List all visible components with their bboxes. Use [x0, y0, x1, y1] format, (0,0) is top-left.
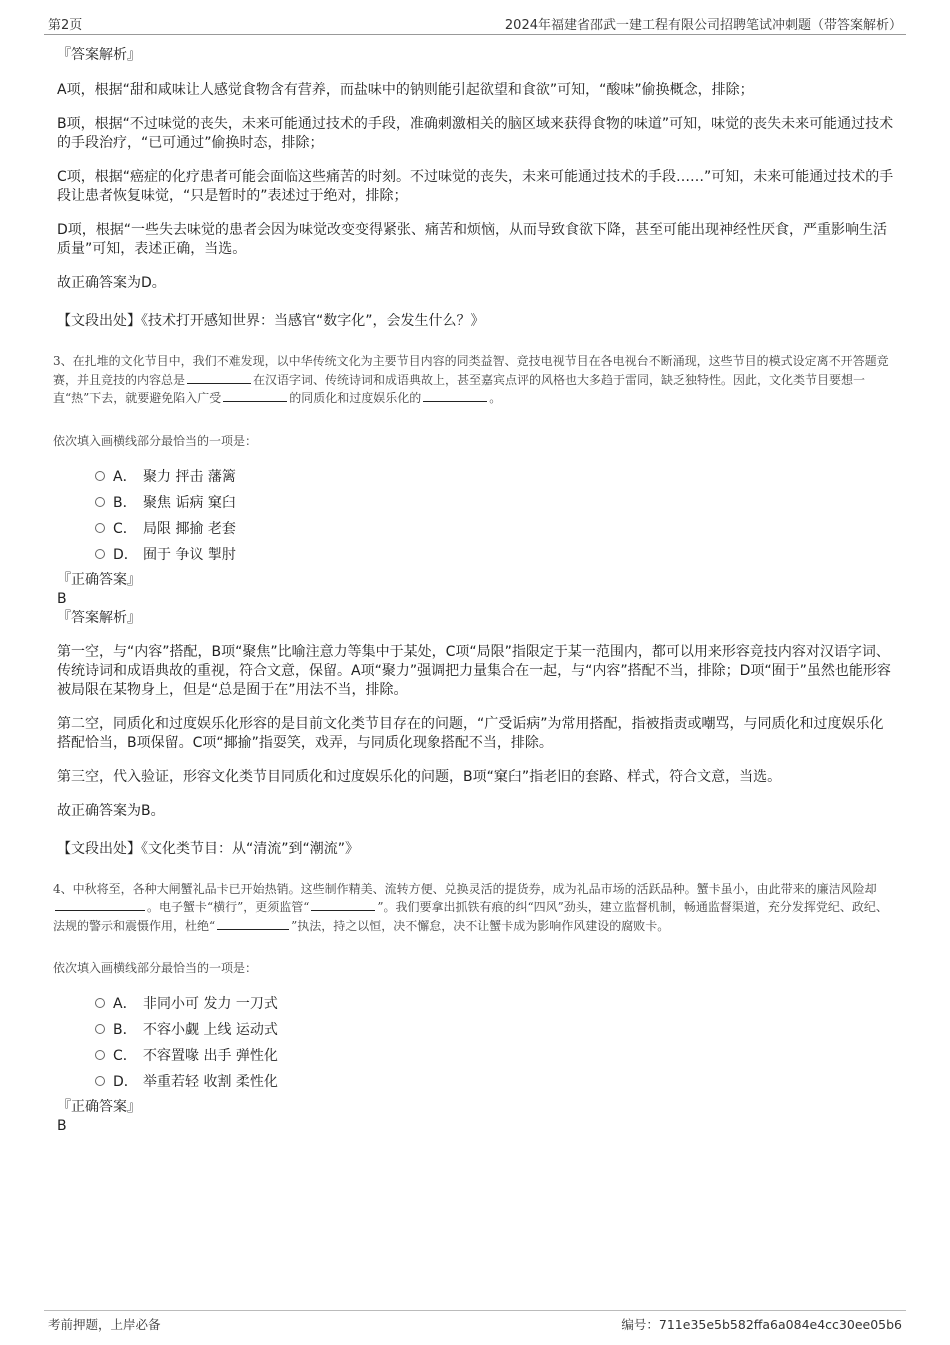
option-letter: B． — [113, 1022, 137, 1038]
question-instruction: 依次填入画横线部分最恰当的一项是： — [53, 961, 258, 975]
question-3-text: 3、在扎堆的文化节目中，我们不难发现，以中华传统文化为主要节目内容的同类益智、竞技电视节目在各电视台不断涌现，这些节目的模式设定离不开答题竞赛，并且竞技的内容总是 在汉语字词、传统诗词和成语典故上，甚至嘉宾点评的风格也大多趋于雷同，缺乏独特性。因此，文化类节目要想一直“热”下去，就要避免陷入广受 的同质化和过度娱乐化的 。 — [53, 354, 889, 405]
radio-button[interactable] — [95, 1024, 105, 1034]
option-letter: C． — [113, 520, 137, 537]
option-a[interactable] — [95, 990, 895, 1016]
option-text: 聚焦 诟病 窠臼 — [143, 494, 236, 511]
fill-blank — [311, 898, 375, 911]
fill-blank — [223, 389, 287, 402]
radio-button[interactable] — [95, 1050, 105, 1060]
option-c[interactable] — [95, 515, 895, 541]
correct-answer-label: 『正确答案』 — [57, 1099, 141, 1115]
analysis-paragraph: A项，根据“甜和咸味让人感觉食物含有营养，而盐味中的钠则能引起欲望和食欲”可知，“酸味”偷换概念，排除； — [57, 82, 754, 98]
analysis-paragraph: 第二空，同质化和过度娱乐化形容的是目前文化类节目存在的问题，“广受诟病”为常用搭配，指被指责或嘲骂，与同质化和过度娱乐化搭配恰当，B项保留。C项“揶揄”指耍笑，戏弄，与同质化现象搭配不当，排除。 — [57, 715, 884, 751]
analysis-paragraph: D项，根据“一些失去味觉的患者会因为味觉改变变得紧张、痛苦和烦恼，从而导致食欲下降，甚至可能出现神经性厌食，严重影响生活质量”可知，表述正确，当选。 — [57, 222, 888, 257]
radio-button[interactable] — [95, 471, 105, 481]
analysis-label: 『答案解析』 — [57, 609, 141, 626]
radio-button[interactable] — [95, 497, 105, 507]
option-text: 不容置喙 出手 弹性化 — [143, 1048, 278, 1064]
radio-button[interactable] — [95, 549, 105, 559]
option-text: 不容小觑 上线 运动式 — [143, 1022, 278, 1038]
option-letter: D． — [113, 1074, 138, 1090]
correct-answer: B — [57, 590, 67, 607]
document-title: 2024年福建省邵武一建工程有限公司招聘笔试冲刺题（带答案解析） — [504, 18, 902, 33]
option-text: 囿于 争议 掣肘 — [143, 546, 236, 563]
question-instruction: 依次填入画横线部分最恰当的一项是： — [53, 433, 258, 448]
option-text: 非同小可 发力 一刀式 — [143, 996, 278, 1012]
fill-blank — [187, 371, 251, 384]
page-footer — [44, 1310, 906, 1335]
option-text: 举重若轻 收割 柔性化 — [143, 1074, 278, 1090]
footer-serial: 编号：711e35e5b582ffa6a084e4cc30ee05b6 — [621, 1317, 902, 1332]
option-letter: D． — [113, 546, 138, 563]
analysis-paragraph: B项，根据“不过味觉的丧失，未来可能通过技术的手段，准确刺激相关的脑区域来获得食物的味道”可知，味觉的丧失未来可能通过技术的手段治疗，“已可通过”偷换时态，排除； — [57, 116, 894, 151]
analysis-paragraph: 第三空，代入验证，形容文化类节目同质化和过度娱乐化的问题，B项“窠臼”指老旧的套路、样式，符合文意，当选。 — [57, 768, 782, 785]
correct-answer: B — [57, 1118, 67, 1134]
radio-button[interactable] — [95, 998, 105, 1008]
answer-block — [57, 571, 895, 628]
option-a[interactable] — [95, 463, 895, 489]
analysis-paragraph: 第一空，与“内容”搭配，B项“聚焦”比喻注意力等集中于某处，C项“局限”指限定于某一范围内，都可以用来形容竞技内容对汉语字词、传统诗词和成语典故的重视，符合文意，保留。A项“聚力”强调把力量集合在一起，与“内容”搭配不当，排除；D项“囿于”虽然也能形容被局限在某物身上，但是“总是囿于在”用法不当，排除。 — [57, 643, 891, 698]
option-letter: A． — [113, 468, 137, 485]
page-header — [44, 14, 906, 35]
option-letter: A． — [113, 996, 137, 1012]
fill-blank — [423, 389, 487, 402]
analysis-conclusion: 故正确答案为D。 — [57, 275, 166, 291]
source-citation: 【文段出处】《技术打开感知世界：当感官“数字化”，会发生什么？》 — [57, 313, 485, 329]
option-d[interactable] — [95, 541, 895, 567]
option-c[interactable] — [95, 1042, 895, 1068]
option-b[interactable] — [95, 1016, 895, 1042]
fill-blank — [55, 898, 145, 911]
option-text: 局限 揶揄 老套 — [143, 520, 236, 537]
correct-answer-label: 『正确答案』 — [57, 571, 141, 588]
option-text: 聚力 抨击 藩篱 — [143, 468, 236, 485]
answer-block — [57, 1098, 895, 1136]
analysis-label: 『答案解析』 — [57, 47, 141, 63]
analysis-paragraph: C项，根据“癌症的化疗患者可能会面临这些痛苦的时刻。不过味觉的丧失，未来可能通过技术的手段……”可知，未来可能通过技术的手段让患者恢复味觉，“只是暂时的”表述过于绝对，排除； — [57, 169, 894, 204]
option-letter: B． — [113, 494, 137, 511]
question-4-text: 4、中秋将至，各种大闸蟹礼品卡已开始热销。这些制作精美、流转方便、兑换灵活的提货券，成为礼品市场的活跃品种。蟹卡虽小，由此带来的廉洁风险却。电子蟹卡“横行”，更须监管“ ”。我们要拿出抓铁有痕的纠“四风”劲头，建立监督机制，畅通监督渠道，充分发挥党纪、政纪、法规的警示和震慑作用，杜绝“ ”执法，持之以恒，决不懈怠，决不让蟹卡成为影响作风建设的腐败卡。 — [53, 881, 888, 933]
option-d[interactable] — [95, 1068, 895, 1094]
page-number: 第2页 — [48, 18, 83, 33]
question-4-options — [95, 990, 895, 1094]
radio-button[interactable] — [95, 523, 105, 533]
option-b[interactable] — [95, 489, 895, 515]
option-letter: C． — [113, 1048, 137, 1064]
footer-slogan: 考前押题，上岸必备 — [48, 1317, 161, 1332]
fill-blank — [217, 917, 289, 930]
source-citation: 【文段出处】《文化类节目：从“清流”到“潮流”》 — [57, 840, 360, 857]
radio-button[interactable] — [95, 1076, 105, 1086]
page-content — [53, 40, 895, 1136]
analysis-conclusion: 故正确答案为B。 — [57, 802, 165, 819]
question-3-options — [95, 463, 895, 567]
